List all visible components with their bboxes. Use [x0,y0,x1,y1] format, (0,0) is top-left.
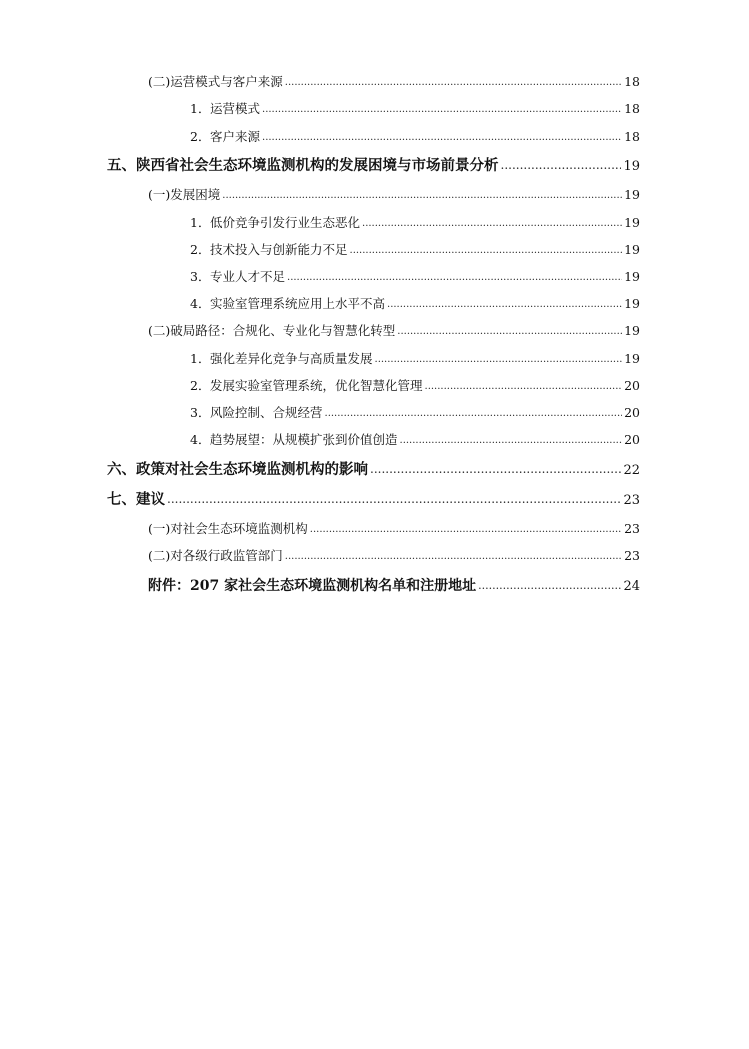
toc-entry-page: 19 [624,269,640,284]
toc-entry-title: 发展实验室管理系统，优化智慧化管理 [210,378,423,393]
toc-entry-number: 七、 [107,491,136,508]
toc-leader-dots [310,520,622,535]
toc-entry-page: 22 [623,463,640,478]
toc-entry-page: 23 [624,521,640,536]
toc-entry-title: 运营模式 [210,101,261,116]
toc-entry-title: 专业人才不足 [210,269,286,284]
toc-entry[interactable] [190,349,640,367]
toc-entry[interactable] [190,240,640,258]
toc-entry[interactable] [148,546,640,564]
toc-entry[interactable] [190,99,640,117]
toc-leader-dots [375,350,623,365]
toc-entry-title: 强化差异化竞争与高质量发展 [210,351,373,366]
toc-entry[interactable] [190,376,640,394]
toc-entry-number: 1． [190,351,211,366]
toc-entry-page: 20 [624,405,640,420]
toc-entry-title: 客户来源 [210,129,261,144]
toc-leader-dots [287,268,622,283]
toc-entry[interactable] [148,321,640,339]
toc-entry[interactable] [107,154,640,175]
toc-entry-number: (二) [148,548,171,563]
toc-entry-title: 对社会生态环境监测机构 [170,521,308,536]
toc-entry[interactable] [190,403,640,421]
toc-entry-title: 趋势展望：从规模扩张到价值创造 [210,432,398,447]
toc-entry-number: 1． [190,101,211,116]
toc-entry[interactable] [190,213,640,231]
toc-leader-dots [325,404,623,419]
toc-leader-dots [387,295,622,310]
toc-entry-number: (一) [148,521,171,536]
toc-entry-number: 4． [190,296,211,311]
toc-entry[interactable] [148,519,640,537]
toc-leader-dots [478,577,621,593]
toc-entry[interactable] [107,488,640,509]
toc-entry-page: 18 [624,101,640,116]
toc-entry-number: (一) [148,187,171,202]
toc-entry[interactable] [190,127,640,145]
toc-entry-number: 五、 [107,157,136,174]
toc-entry-page: 18 [624,129,640,144]
toc-entry-number: 1． [190,215,211,230]
toc-entry-page: 18 [624,74,640,89]
toc-leader-dots [350,241,623,256]
toc-entry-page: 19 [624,323,640,338]
toc-entry-annex[interactable] [148,575,640,595]
toc-entry-page: 19 [624,242,640,257]
toc-entry-page: 19 [624,351,640,366]
toc-entry[interactable] [107,458,640,479]
toc-leader-dots [425,377,623,392]
toc-entry-page: 23 [623,493,640,508]
toc-leader-dots [167,490,621,507]
toc-entry-number: 2． [190,129,211,144]
toc-entry-number: 六、 [107,461,136,478]
toc-entry-page: 19 [623,159,640,174]
toc-entry-title: 对各级行政监管部门 [170,548,283,563]
toc-entry-title: 附件：207 家社会生态环境监测机构名单和注册地址 [148,578,477,594]
toc-entry-page: 19 [624,187,640,202]
toc-entry-number: (二) [148,323,171,338]
toc-entry-number: 4． [190,432,211,447]
toc-entry-number: 2． [190,378,211,393]
toc-entry-page: 19 [624,296,640,311]
toc-leader-dots [262,100,622,115]
toc-entry-title: 破局路径：合规化、专业化与智慧化转型 [170,323,396,338]
toc-leader-dots [362,214,622,229]
toc-entry-page: 20 [624,378,640,393]
toc-entry[interactable] [190,294,640,312]
toc-entry-page: 24 [623,579,640,594]
toc-entry-title: 低价竞争引发行业生态恶化 [210,215,361,230]
toc-entry-title: 政策对社会生态环境监测机构的影响 [136,461,368,478]
toc-entry-title: 陕西省社会生态环境监测机构的发展困境与市场前景分析 [136,157,499,174]
toc-entry-title: 运营模式与客户来源 [170,74,283,89]
toc-leader-dots [285,73,622,88]
toc-entry-page: 19 [624,215,640,230]
toc-entry-number: 2． [190,242,211,257]
toc-leader-dots [400,431,623,446]
toc-entry-number: (二) [148,74,171,89]
toc-leader-dots [370,460,621,477]
toc-entry-number: 3． [190,405,211,420]
toc-entry-title: 发展困境 [170,187,221,202]
toc-leader-dots [285,547,622,562]
toc-entry-title: 技术投入与创新能力不足 [210,242,348,257]
toc-leader-dots [397,322,622,337]
toc-entry[interactable] [190,267,640,285]
toc-entry-title: 建议 [136,491,165,508]
toc-leader-dots [262,128,622,143]
toc-entry-number: 3． [190,269,211,284]
toc-entry-page: 20 [624,432,640,447]
toc-entry[interactable] [190,430,640,448]
toc-entry-page: 23 [624,548,640,563]
toc-leader-dots [501,156,622,173]
toc-entry-title: 风险控制、合规经营 [210,405,323,420]
toc-entry[interactable] [148,185,640,203]
toc-leader-dots [222,186,622,201]
toc-entry[interactable] [148,72,640,90]
toc-entry-title: 实验室管理系统应用上水平不高 [210,296,386,311]
